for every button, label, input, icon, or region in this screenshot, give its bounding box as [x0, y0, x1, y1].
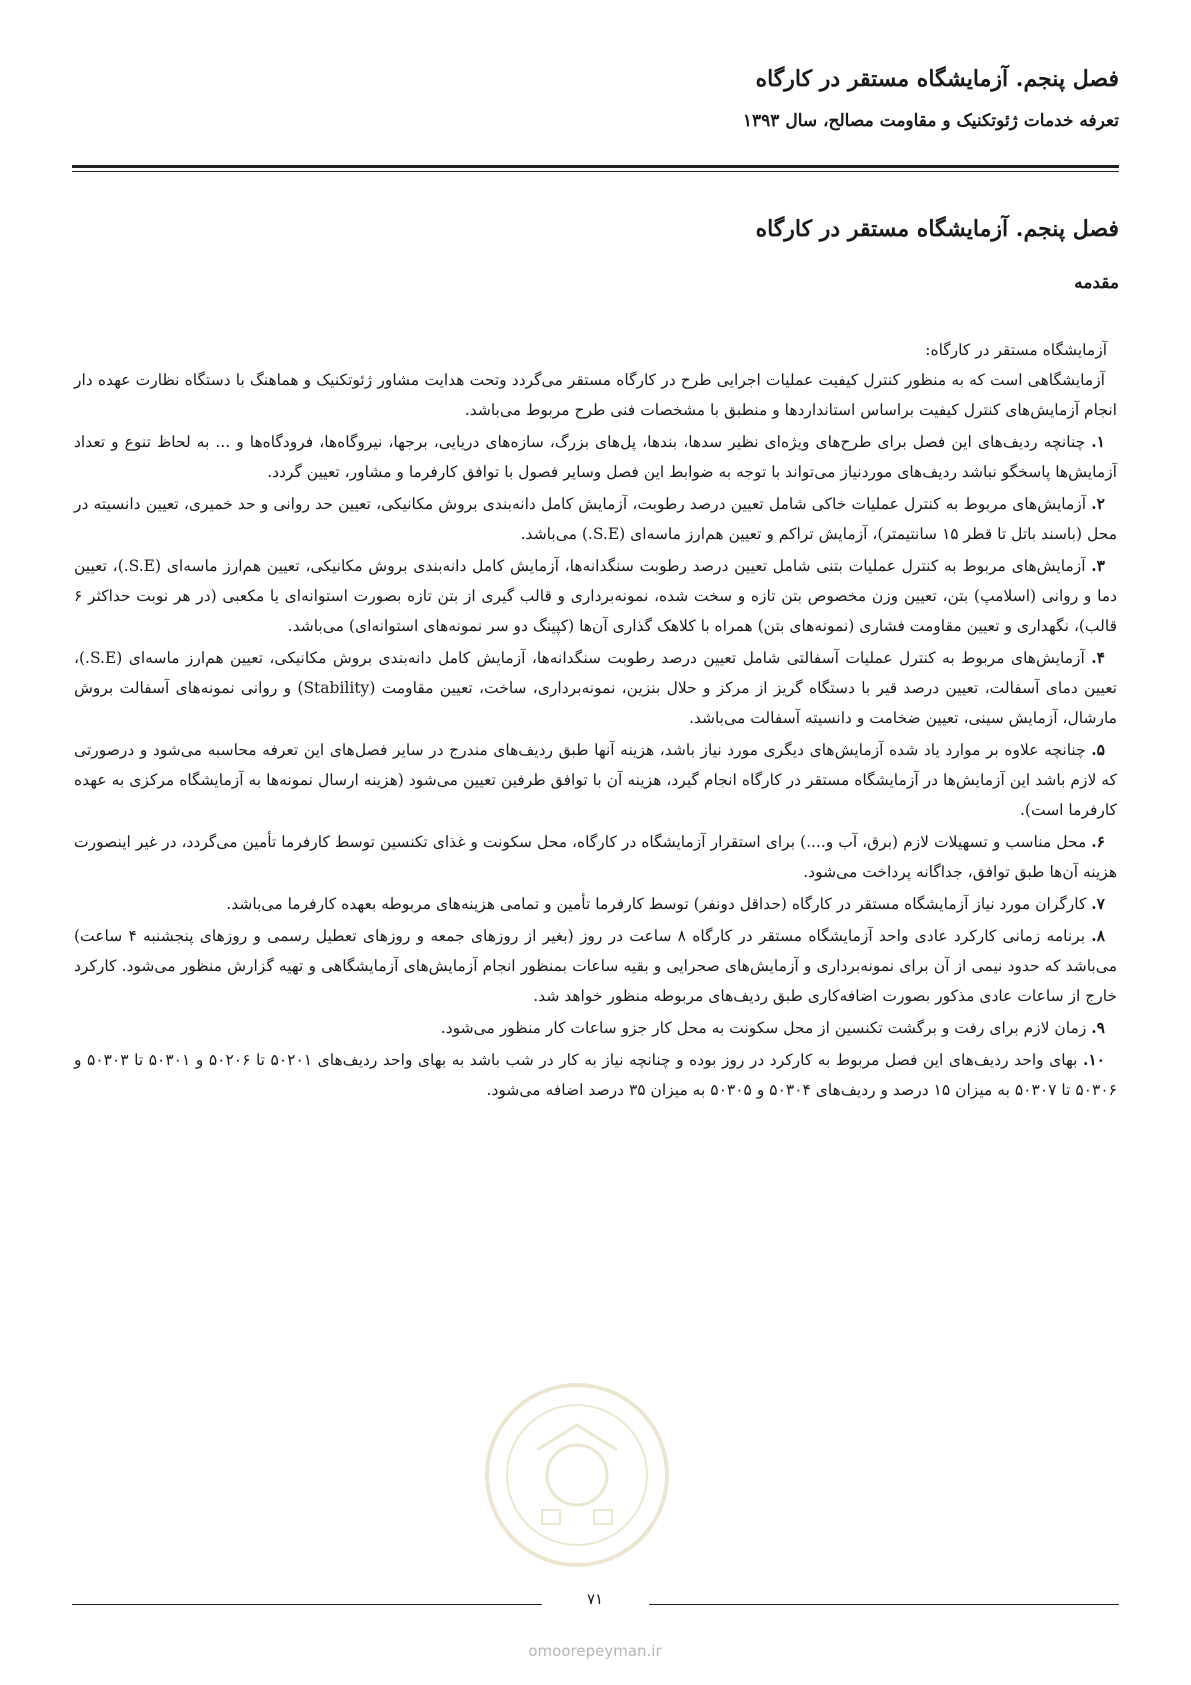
running-header [72, 62, 1119, 136]
list-item [74, 735, 1117, 825]
item-number: ۱۰. [1082, 1050, 1106, 1069]
list-item [74, 1045, 1117, 1105]
item-number: ۷. [1091, 894, 1105, 913]
header-rule-thin [72, 171, 1119, 172]
list-item [74, 489, 1117, 549]
list-item [74, 427, 1117, 487]
header-rule-thick [72, 165, 1119, 168]
item-number: ۲. [1091, 494, 1105, 513]
running-subtitle: تعرفه خدمات ژئوتکنیک و مقاومت مصالح، سال ۱۳۹۳ [742, 111, 1119, 131]
item-text: کارگران مورد نیاز آزمایشگاه مستقر در کارگاه (حداقل دونفر) توسط کارفرما تأمین و تمامی هزینه‌های مربوطه بعهده کارفرما می‌باشد. [226, 895, 1087, 913]
body-text [74, 335, 1117, 1105]
chapter-heading [72, 212, 1119, 298]
chapter-title: فصل پنجم. آزمایشگاه مستقر در کارگاه [755, 216, 1119, 242]
item-text: زمان لازم برای رفت و برگشت تکنسین از محل سکونت به محل کار جزو ساعات کار منظور می‌شود. [440, 1019, 1087, 1037]
item-number: ۳. [1091, 556, 1105, 575]
item-text: چنانچه ردیف‌های این فصل برای طرح‌های ویژه‌ای نظیر سدها، بندها، پل‌های بزرگ، سازه‌های دریایی، برجها، نیروگاه‌ها، فرودگاه‌ها و ... به لحاظ تنوع و تعداد آزمایش‌ها پاسخگو نباشد ردیف‌های موردنیاز می‌تواند با توجه به ضوابط این فصل وسایر فصول با توافق کارفرما و مشاور، تعیین گردد. [74, 433, 1117, 481]
item-text: محل مناسب و تسهیلات لازم (برق، آب و....) برای استقرار آزمایشگاه در کارگاه، محل سکونت و غذای تکنسین توسط کارفرما تأمین می‌گردد، در غیر اینصورت هزینه آن‌ها طبق توافق، جداگانه پرداخت می‌شود. [74, 833, 1117, 881]
item-text: چنانچه علاوه بر موارد یاد شده آزمایش‌های دیگری مورد نیاز باشد، هزینه آنها طبق ردیف‌های مندرج در سایر فصل‌های این تعرفه محاسبه می‌شود و درصورتی که لازم باشد این آزمایش‌ها در آزمایشگاه مستقر در کارگاه انجام گیرد، هزینه آن با توافق طرفین تعیین می‌شود (هزینه ارسال نمونه‌ها به آزمایشگاه مرکزی به عهده کارفرما است). [74, 741, 1117, 819]
item-number: ۵. [1091, 740, 1105, 759]
item-number: ۶. [1091, 832, 1105, 851]
section-title: مقدمه [1074, 273, 1119, 293]
footer-rule-left [72, 1604, 542, 1605]
list-item [74, 827, 1117, 887]
item-text: آزمایش‌های مربوط به کنترل عملیات آسفالتی شامل تعیین درصد رطوبت سنگدانه‌ها، آزمایش کامل دانه‌بندی بروش مکانیکی، تعیین هم‌ارز ماسه‌ای (S.E.)، تعیین دمای آسفالت، تعیین درصد قیر با دستگاه گریز از مرکز و حلال بنزین، نمونه‌برداری، ساخت، تعیین مقاومت (Stability) و روانی نمونه‌های آسفالت بروش مارشال، آزمایش سینی، تعیین ضخامت و دانسیته آسفالت می‌باشد. [74, 649, 1117, 727]
item-text: برنامه زمانی کارکرد عادی واحد آزمایشگاه مستقر در کارگاه ۸ ساعت در روز (بغیر از روزهای جمعه و روزهای تعطیل رسمی و روزهای پنجشنبه ۴ ساعت) می‌باشد که حدود نیمی از آن برای نمونه‌برداری و آزمایش‌های صحرایی و بقیه ساعات بمنظور انجام آزمایش‌های آزمایشگاهی و تهیه گزارش منظور می‌شود. کارکرد خارج از ساعات عادی مذکور بصورت اضافه‌کاری طبق ردیف‌های مربوطه منظور خواهد شد. [74, 927, 1117, 1005]
running-title: فصل پنجم. آزمایشگاه مستقر در کارگاه [755, 66, 1119, 92]
list-item [74, 889, 1117, 919]
item-number: ۹. [1091, 1018, 1105, 1037]
item-number: ۱. [1091, 432, 1105, 451]
list-item [74, 921, 1117, 1011]
item-text: بهای واحد ردیف‌های این فصل مربوط به کارکرد در روز بوده و چنانچه نیاز به کار در شب باشد به بهای واحد ردیف‌های ۵۰۲۰۱ تا ۵۰۲۰۶ و ۵۰۳۰۱ تا ۵۰۳۰۳ و ۵۰۳۰۶ تا ۵۰۳۰۷ به میزان ۱۵ درصد و ردیف‌های ۵۰۳۰۴ و ۵۰۳۰۵ به میزان ۳۵ درصد اضافه می‌شود. [74, 1051, 1117, 1099]
seal-icon [482, 1380, 672, 1570]
item-text: آزمایش‌های مربوط به کنترل عملیات خاکی شامل تعیین درصد رطوبت، آزمایش کامل دانه‌بندی بروش مکانیکی، تعیین حد روانی و حد خمیری، تعیین دانسیته در محل (باسند باتل تا قطر ۱۵ سانتیمتر)، آزمایش تراکم و تعیین هم‌ارز ماسه‌ای (S.E.) می‌باشد. [74, 495, 1117, 543]
page-number: ۷۱ [586, 1590, 604, 1608]
site-watermark: omoorepeyman.ir [528, 1642, 662, 1660]
item-number: ۸. [1091, 926, 1106, 945]
list-item [74, 1013, 1117, 1043]
list-item [74, 643, 1117, 733]
item-number: ۴. [1091, 648, 1105, 667]
list-item [74, 551, 1117, 641]
intro-paragraph: آزمایشگاهی است که به منظور کنترل کیفیت عملیات اجرایی طرح در کارگاه مستقر می‌گردد وتحت هدایت مشاور ژئوتکنیک و هماهنگ با دستگاه نظارت عهده دار انجام آزمایش‌های کنترل کیفیت براساس استانداردها و منطبق با مشخصات فنی طرح مربوط می‌باشد. [74, 371, 1117, 419]
item-text: آزمایش‌های مربوط به کنترل عملیات بتنی شامل تعیین درصد رطوبت سنگدانه‌ها، آزمایش کامل دانه‌بندی بروش مکانیکی، تعیین هم‌ارز ماسه‌ای (S.E.)، تعیین دما و روانی (اسلامپ) بتن، تعیین وزن مخصوص بتن تازه و سخت شده، نمونه‌برداری و قالب گیری از بتن تازه بصورت استوانه‌ای یا مکعبی (در هر نوبت حداکثر ۶ قالب)، نگهداری و تعیین مقاومت فشاری (نمونه‌های بتن) همراه با کلاهک گذاری آن‌ها (کپینگ دو سر نمونه‌های استوانه‌ای) می‌باشد. [74, 557, 1117, 635]
lead-line: آزمایشگاه مستقر در کارگاه: [925, 341, 1107, 359]
footer-rule-right [649, 1604, 1119, 1605]
